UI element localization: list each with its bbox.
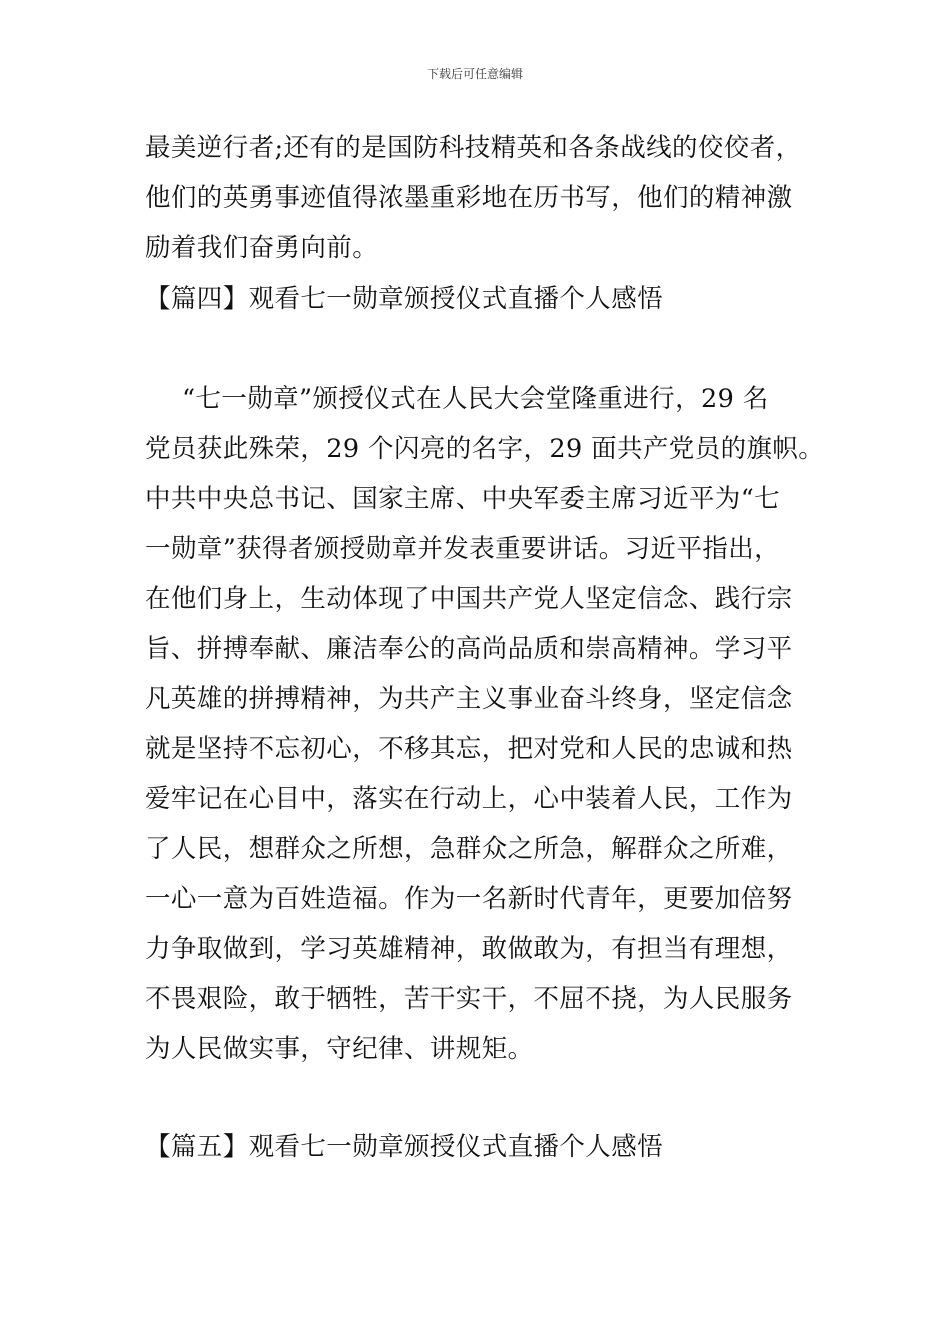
section-heading-5: 【篇五】观看七一勋章颁授仪式直播个人感悟: [145, 1132, 664, 1162]
paragraph-line: 凡英雄的拼搏精神，为共产主义事业奋斗终身，坚定信念: [145, 684, 793, 714]
paragraph-line: 他们的英勇事迹值得浓墨重彩地在历书写，他们的精神激: [145, 183, 793, 213]
paragraph-line: 最美逆行者;还有的是国防科技精英和各条战线的佼佼者，: [145, 133, 802, 163]
page-header: 下载后可任意编辑: [426, 67, 523, 81]
paragraph-line: 就是坚持不忘初心，不移其忘，把对党和人民的忠诚和热: [145, 734, 793, 764]
paragraph-line: 一心一意为百姓造福。作为一名新时代青年，更要加倍努: [145, 884, 793, 914]
paragraph-line: 励着我们奋勇向前。: [145, 233, 379, 263]
paragraph-line: 爱牢记在心目中，落实在行动上，心中装着人民，工作为: [145, 784, 793, 814]
paragraph-line: 一勋章”获得者颁授勋章并发表重要讲话。习近平指出，: [145, 534, 781, 564]
paragraph-line: 不畏艰险，敢于牺牲，苦干实干，不屈不挠，为人民服务: [145, 984, 793, 1014]
paragraph-line: 在他们身上，生动体现了中国共产党人坚定信念、践行宗: [145, 584, 793, 614]
paragraph-line: “七一勋章”颁授仪式在人民大会堂隆重进行，29 名: [182, 384, 769, 414]
paragraph-line: 党员获此殊荣，29 个闪亮的名字，29 面共产党员的旗帜。: [145, 434, 825, 464]
paragraph-line: 力争取做到，学习英雄精神，敢做敢为，有担当有理想，: [145, 934, 793, 964]
paragraph-line: 旨、拼搏奉献、廉洁奉公的高尚品质和崇高精神。学习平: [145, 634, 793, 664]
paragraph-line: 了人民，想群众之所想，急群众之所急，解群众之所难，: [145, 834, 793, 864]
section-heading-4: 【篇四】观看七一勋章颁授仪式直播个人感悟: [145, 284, 664, 314]
paragraph-line: 为人民做实事，守纪律、讲规矩。: [145, 1034, 534, 1064]
paragraph-line: 中共中央总书记、国家主席、中央军委主席习近平为“七: [145, 484, 781, 514]
